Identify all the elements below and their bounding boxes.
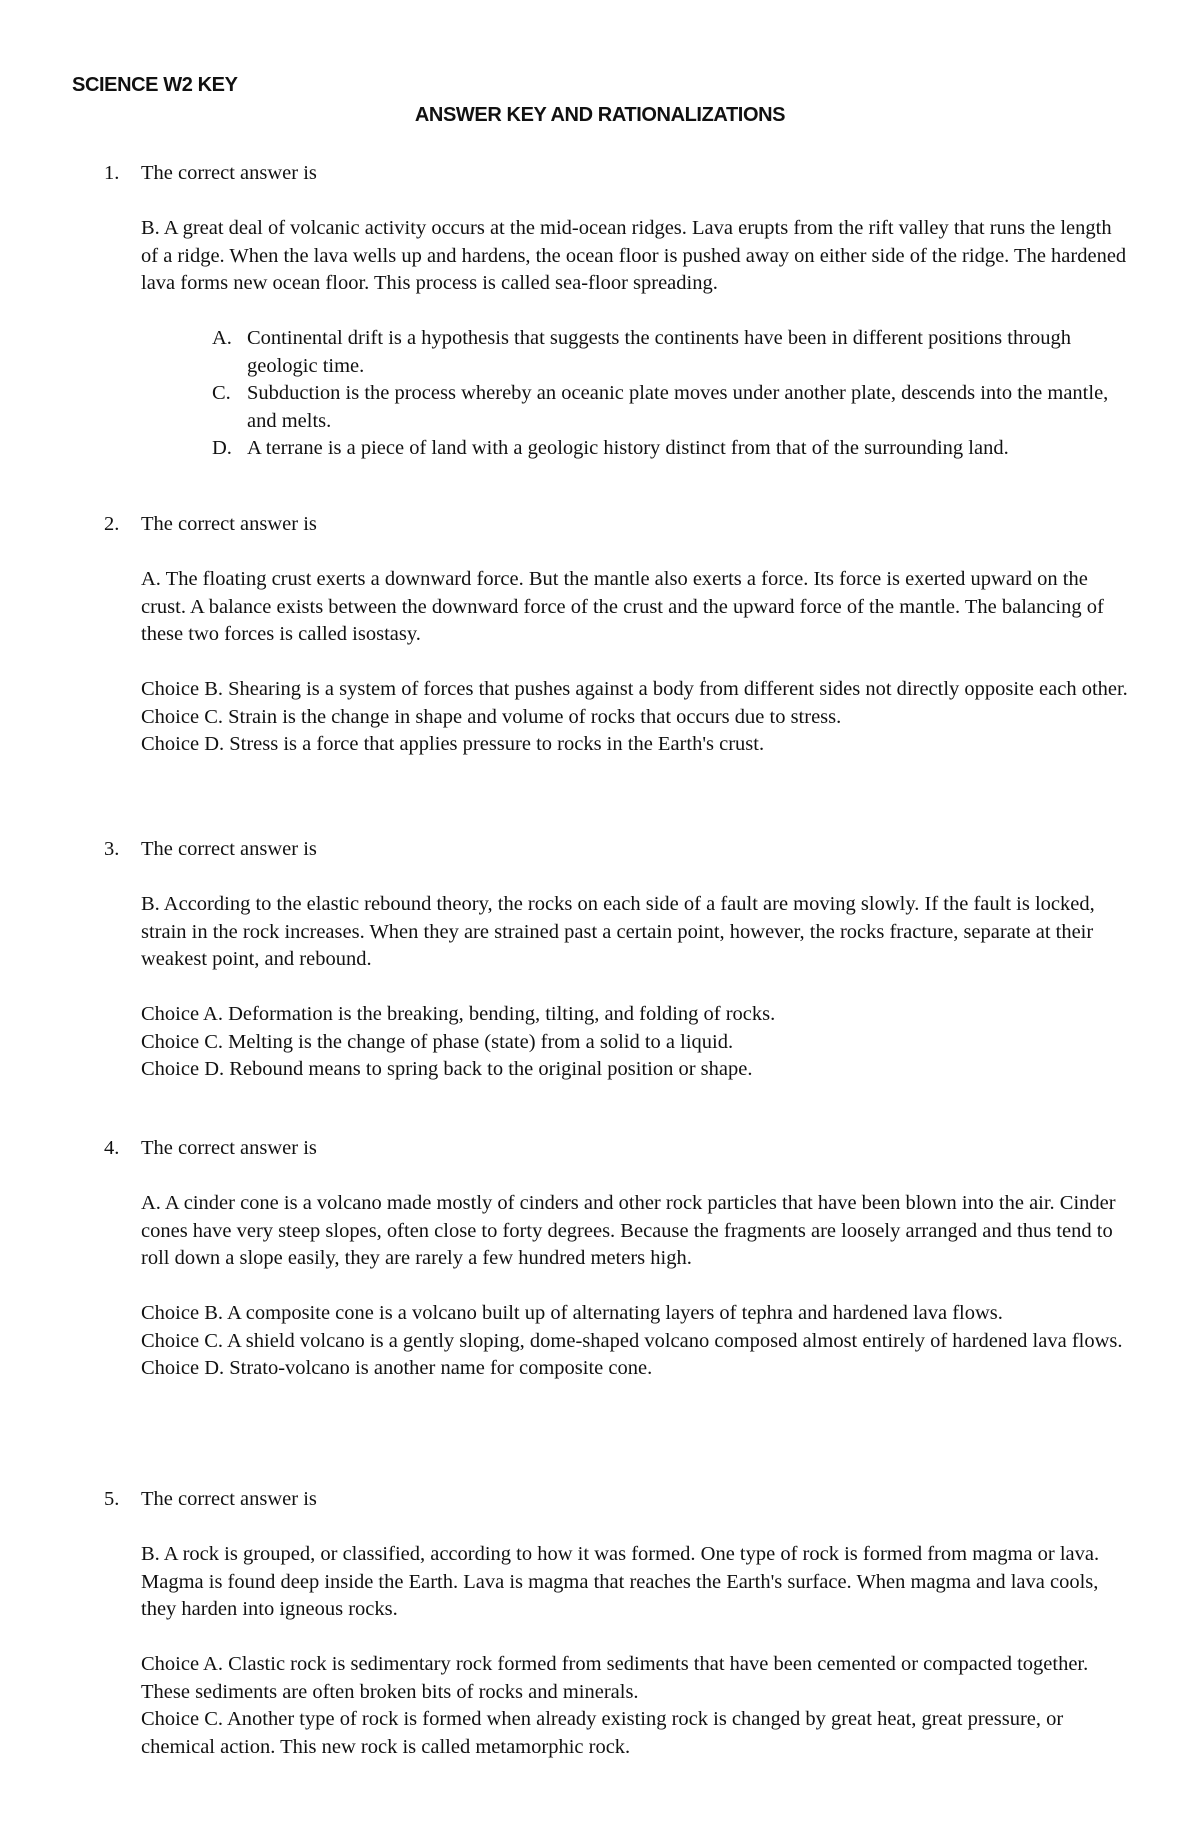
question-intro: The correct answer is <box>141 162 317 184</box>
other-choices <box>141 1001 1131 1084</box>
correct-answer-rationale: A. A cinder cone is a volcano made mostly of cinders and other rock particles that have been blown into the air. Cinder cones have very steep slopes, often close to forty degrees. Because the fragments are loosely arranged and thus tend to roll down a slope easily, they are rarely a few hundred meters high. <box>141 1192 1116 1269</box>
alternative-choice <box>0 435 1137 463</box>
choice-letter: A. <box>212 327 232 349</box>
choice-letter: D. <box>212 437 232 459</box>
correct-answer-rationale: A. The floating crust exerts a downward force. But the mantle also exerts a force. Its force is exerted upward on the crust. A balance exists between the downward force of the crust and the upward force of the mantle. The balancing of these two forces is called isostasy. <box>141 568 1104 645</box>
question-number: 5. <box>104 1488 120 1510</box>
alternative-choice <box>0 325 1137 380</box>
question-header <box>0 1486 1200 1514</box>
question-1 <box>0 160 1200 463</box>
question-number: 4. <box>104 1137 120 1159</box>
question-intro: The correct answer is <box>141 1488 317 1510</box>
question-intro: The correct answer is <box>141 513 317 535</box>
question-header <box>0 1135 1200 1163</box>
other-choices <box>141 676 1131 759</box>
document-header-label: SCIENCE W2 KEY <box>72 74 238 96</box>
document-title: ANSWER KEY AND RATIONALIZATIONS <box>414 104 786 126</box>
other-choices <box>141 1300 1131 1383</box>
correct-answer-rationale: B. A rock is grouped, or classified, according to how it was formed. One type of rock is formed from magma or lava. Magma is found deep inside the Earth. Lava is magma that reaches the Earth's surface. When magma and lava cools, they harden into igneous rocks. <box>141 1543 1100 1620</box>
choice-explanation: Choice D. Stress is a force that applies pressure to rocks in the Earth's crust. <box>141 733 765 755</box>
choice-text: Continental drift is a hypothesis that suggests the continents have been in different positions through geologic time. <box>247 327 1072 377</box>
question-number: 2. <box>104 513 120 535</box>
choice-explanation: Choice C. A shield volcano is a gently sloping, dome-shaped volcano composed almost entirely of hardened lava flows. <box>141 1329 1123 1352</box>
choice-text: A terrane is a piece of land with a geologic history distinct from that of the surrounding land. <box>247 437 1009 459</box>
choice-explanation: Choice A. Clastic rock is sedimentary rock formed from sediments that have been cemented or compacted together. These sediments are often broken bits of rocks and minerals. <box>141 1653 1089 1703</box>
question-header <box>0 160 1200 188</box>
question-header <box>0 511 1200 539</box>
choice-text: Subduction is the process whereby an oceanic plate moves under another plate, descends into the mantle, and melts. <box>247 382 1109 432</box>
choice-explanation: Choice D. Strato-volcano is another name for composite cone. <box>141 1357 653 1379</box>
alternative-choices-list <box>0 325 1200 463</box>
question-number: 1. <box>104 162 120 184</box>
alternative-choice <box>0 380 1137 435</box>
question-header <box>0 836 1200 864</box>
choice-explanation: Choice C. Melting is the change of phase (state) from a solid to a liquid. <box>141 1030 734 1053</box>
choice-explanation: Choice C. Another type of rock is formed when already existing rock is changed by great heat, great pressure, or chemical action. This new rock is called metamorphic rock. <box>141 1708 1064 1758</box>
question-intro: The correct answer is <box>141 1137 317 1159</box>
choice-explanation: Choice A. Deformation is the breaking, bending, tilting, and folding of rocks. <box>141 1003 776 1025</box>
choice-letter: C. <box>212 382 231 404</box>
question-intro: The correct answer is <box>141 838 317 860</box>
question-number: 3. <box>104 838 120 860</box>
question-3 <box>0 836 1200 1084</box>
choice-explanation: Choice B. Shearing is a system of forces that pushes against a body from different sides not directly opposite each other. <box>141 678 1128 700</box>
choice-explanation: Choice D. Rebound means to spring back to the original position or shape. <box>141 1058 753 1080</box>
question-2 <box>0 511 1200 759</box>
choice-explanation: Choice C. Strain is the change in shape and volume of rocks that occurs due to stress. <box>141 705 842 728</box>
question-4 <box>0 1135 1200 1383</box>
correct-answer-rationale: B. A great deal of volcanic activity occurs at the mid-ocean ridges. Lava erupts from the rift valley that runs the length of a ridge. When the lava wells up and hardens, the ocean floor is pushed away on either side of the ridge. The hardened lava forms new ocean floor. This process is called sea-floor spreading. <box>141 217 1127 294</box>
other-choices <box>141 1651 1131 1761</box>
correct-answer-rationale: B. According to the elastic rebound theory, the rocks on each side of a fault are moving slowly. If the fault is locked, strain in the rock increases. When they are strained past a certain point, however, the rocks fracture, separate at their weakest point, and rebound. <box>141 893 1095 970</box>
choice-explanation: Choice B. A composite cone is a volcano built up of alternating layers of tephra and hardened lava flows. <box>141 1302 1003 1324</box>
question-5 <box>0 1486 1200 1761</box>
